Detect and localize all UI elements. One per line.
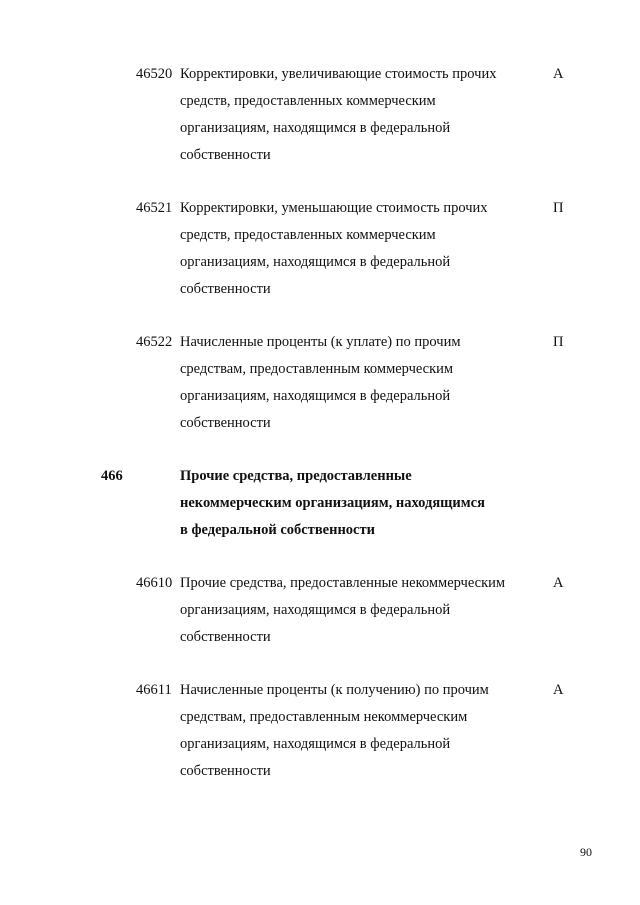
account-description bbox=[180, 195, 540, 303]
description-line: организациям, находящимся в федеральной bbox=[180, 120, 451, 136]
page-number: 90 bbox=[580, 845, 592, 859]
section-title-line: в федеральной собственности bbox=[180, 522, 375, 538]
account-type-mark: П bbox=[553, 200, 564, 216]
account-code: 46611 bbox=[136, 682, 172, 698]
account-description bbox=[180, 677, 540, 785]
description-line: Начисленные проценты (к получению) по прочим bbox=[180, 682, 489, 698]
description-line: организациям, находящимся в федеральной bbox=[180, 254, 451, 270]
description-line: организациям, находящимся в федеральной bbox=[180, 736, 451, 752]
description-line: Начисленные проценты (к уплате) по прочим bbox=[180, 334, 461, 350]
section-title-line: некоммерческим организациям, находящимся bbox=[180, 495, 485, 511]
description-line: собственности bbox=[180, 415, 271, 431]
description-line: собственности bbox=[180, 281, 271, 297]
account-description bbox=[180, 329, 540, 437]
description-line: собственности bbox=[180, 629, 271, 645]
account-code: 46522 bbox=[136, 334, 173, 350]
account-description bbox=[180, 61, 540, 169]
description-line: средств, предоставленных коммерческим bbox=[180, 227, 436, 243]
description-line: организациям, находящимся в федеральной bbox=[180, 388, 451, 404]
account-type-mark: П bbox=[553, 334, 564, 350]
account-type-mark: А bbox=[553, 66, 564, 82]
section-title bbox=[180, 463, 540, 544]
account-description bbox=[180, 570, 540, 651]
account-type-mark: А bbox=[553, 682, 564, 698]
account-code: 46521 bbox=[136, 200, 173, 216]
section-code: 466 bbox=[101, 468, 123, 484]
description-line: Корректировки, уменьшающие стоимость прочих bbox=[180, 200, 488, 216]
account-code: 46610 bbox=[136, 575, 173, 591]
description-line: собственности bbox=[180, 147, 271, 163]
account-type-mark: А bbox=[553, 575, 564, 591]
description-line: средствам, предоставленным коммерческим bbox=[180, 361, 454, 377]
description-line: средств, предоставленных коммерческим bbox=[180, 93, 436, 109]
description-line: Прочие средства, предоставленные некоммерческим bbox=[180, 575, 506, 591]
description-line: собственности bbox=[180, 763, 271, 779]
description-line: организациям, находящимся в федеральной bbox=[180, 602, 451, 618]
section-title-line: Прочие средства, предоставленные bbox=[180, 468, 412, 484]
account-code: 46520 bbox=[136, 66, 173, 82]
description-line: Корректировки, увеличивающие стоимость прочих bbox=[180, 66, 497, 82]
description-line: средствам, предоставленным некоммерческим bbox=[180, 709, 468, 725]
